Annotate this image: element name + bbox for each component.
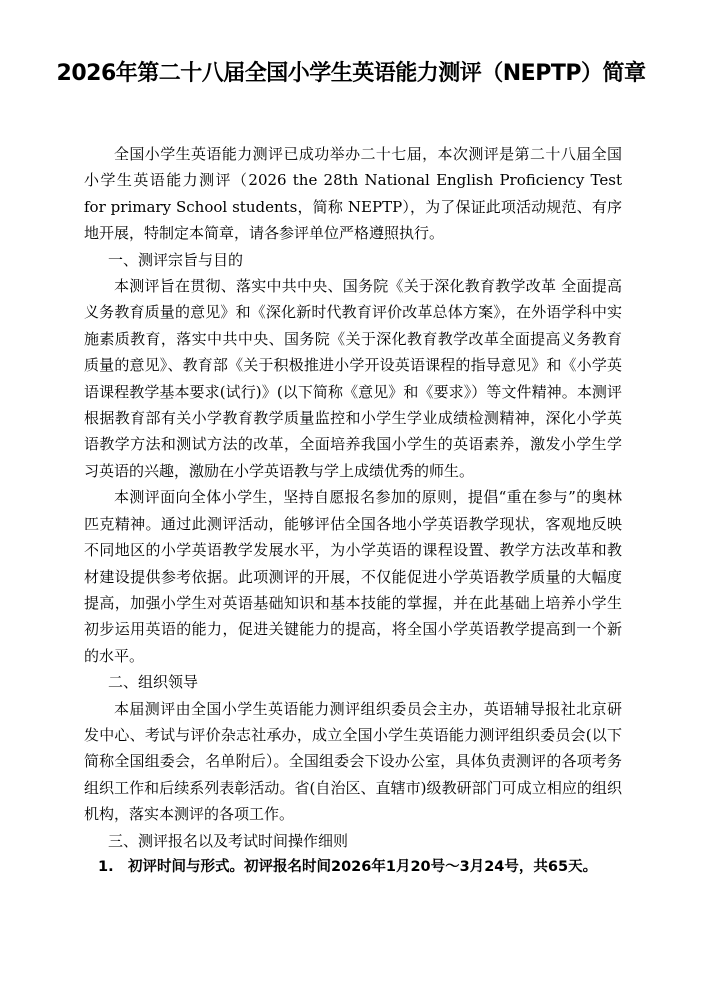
document-body — [84, 141, 622, 880]
section-heading: 三、测评报名以及考试时间操作细则 — [108, 831, 349, 850]
list-item-text: 初评时间与形式。初评报名时间2026年1月20号～3月24号，共65天。 — [128, 858, 598, 875]
document-title: 2026年第二十八届全国小学生英语能力测评（NEPTP）简章 — [56, 61, 646, 86]
section-paragraph: 本测评面向全体小学生，坚持自愿报名参加的原则，提倡“重在参与”的奥林匹克精神。通过此测评活动，能够评估全国各地小学英语教学现状，客观地反映不同地区的小学英语教学发展水平，为小学英语的课程设置、教学方法改革和教材建设提供参考依据。此项测评的开展，不仅能促进小学英语教学质量的大幅度提高，加强小学生对英语基础知识和基本技能的掌握，并在此基础上培养小学生初步运用英语的能力，促进关键能力的提高，将全国小学英语教学提高到一个新的水平。 — [84, 488, 622, 665]
section-paragraph: 本届测评由全国小学生英语能力测评组织委员会主办，英语辅导报社北京研发中心、考试与评价杂志社承办，成立全国小学生英语能力测评组织委员会(以下简称全国组委会，名单附后）。全国组委会下设办公室，具体负责测评的各项考务组织工作和后续系列表彰活动。省(自治区、直辖市)级教研部门可成立相应的组织机构，落实本测评的各项工作。 — [84, 699, 622, 824]
list-item-number: 1. — [98, 858, 114, 875]
section-heading: 二、组织领导 — [108, 673, 199, 692]
intro-paragraph: 全国小学生英语能力测评已成功举办二十七届，本次测评是第二十八届全国小学生英语能力测评（2026 the 28th National English Proficiency Test for primary School students，简称 NEPTP），为了保证此项活动规范、有序地开展，特制定本简章，请各参评单位严格遵照执行。 — [84, 145, 622, 243]
section-paragraph: 本测评旨在贯彻、落实中共中央、国务院《关于深化教育教学改革 全面提高义务教育质量的意见》和《深化新时代教育评价改革总体方案》，在外语学科中实施素质教育，落实中共中央、国务院《关于深化教育教学改革全面提高义务教育质量的意见》、教育部《关于积极推进小学开设英语课程的指导意见》和《小学英语课程教学基本要求(试行)》(以下简称《意见》和《要求》）等文件精神。本测评根据教育部有关小学教育教学质量监控和小学生学业成绩检测精神，深化小学英语教学方法和测试方法的改革，全面培养我国小学生的英语素养，激发小学生学习英语的兴趣，激励在小学英语教与学上成绩优秀的师生。 — [84, 277, 622, 480]
list-item — [84, 854, 622, 880]
section-heading: 一、测评宗旨与目的 — [108, 250, 244, 269]
